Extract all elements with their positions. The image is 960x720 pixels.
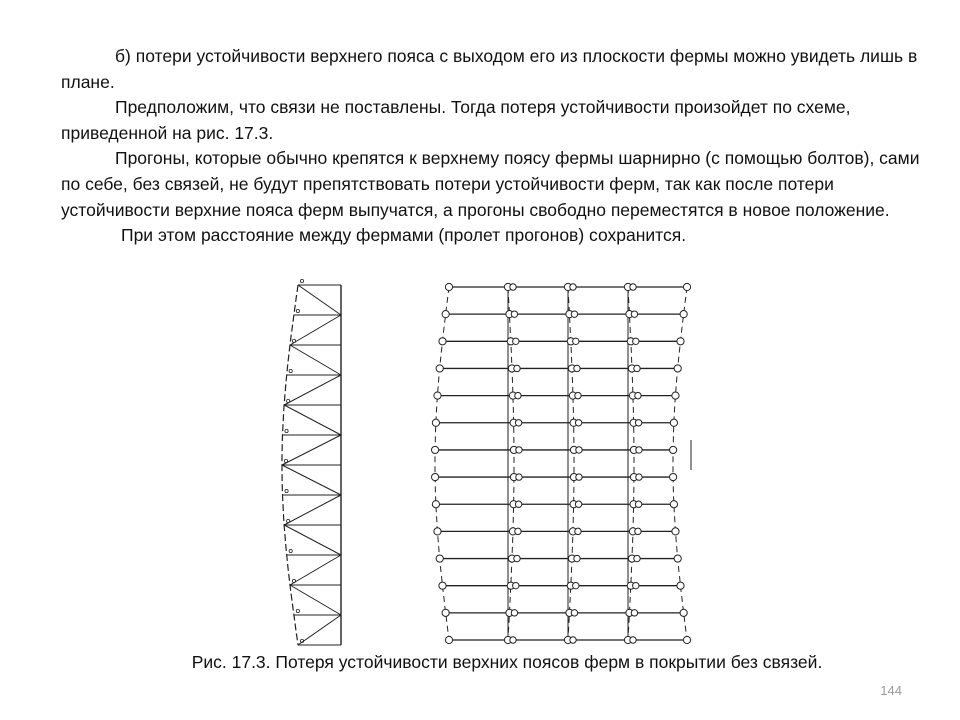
hinge-mark	[289, 369, 292, 372]
hinge-joint	[635, 528, 641, 534]
hinge-mark	[296, 309, 299, 312]
figure-caption	[0, 652, 960, 673]
paragraph-2-text: Предположим, что связи не поставлены. Тогда потеря устойчивости произойдет по схеме, приведенной на рис. 17.3.	[61, 97, 851, 143]
hinge-mark	[289, 549, 292, 552]
hinge-joint	[635, 420, 641, 426]
hinge-joint	[570, 637, 576, 643]
hinge-joint	[573, 338, 579, 344]
hinge-joint	[636, 474, 642, 480]
hinge-joint	[434, 528, 441, 535]
truss-elevation-diagram	[282, 279, 341, 645]
hinge-joint	[516, 447, 522, 453]
hinge-joint	[510, 284, 516, 290]
hinge-joint	[515, 528, 521, 534]
hinge-mark	[300, 279, 303, 282]
hinge-joint	[432, 446, 439, 453]
figure-caption-text: Рис. 17.3. Потеря устойчивости верхних поясов ферм в покрытии без связей.	[191, 652, 823, 672]
truss-diagonal	[290, 555, 341, 585]
hinge-joint	[445, 283, 452, 290]
hinge-joint	[436, 555, 443, 562]
hinge-joint	[510, 637, 516, 643]
hinge-joint	[574, 555, 580, 561]
roof-plan-diagram	[432, 283, 691, 643]
hinge-joint	[680, 311, 687, 318]
hinge-joint	[513, 582, 519, 588]
truss-diagonal	[282, 435, 341, 465]
hinge-joint	[514, 365, 520, 371]
truss-diagonal	[284, 405, 341, 435]
hinge-joint	[442, 311, 449, 318]
hinge-joint	[677, 582, 684, 589]
truss-diagonal	[290, 585, 341, 615]
hinge-joint	[634, 555, 640, 561]
truss-diagonal	[290, 315, 341, 345]
hinge-joint	[635, 392, 641, 398]
hinge-joint	[570, 284, 576, 290]
hinge-joint	[633, 338, 639, 344]
hinge-joint	[515, 392, 521, 398]
hinge-joint	[575, 392, 581, 398]
truss-diagonal	[298, 615, 341, 645]
hinge-joint	[439, 338, 446, 345]
hinge-joint	[575, 420, 581, 426]
truss-diagonal	[282, 465, 341, 495]
hinge-joint	[635, 501, 641, 507]
hinge-joint	[634, 365, 640, 371]
hinge-joint	[515, 501, 521, 507]
hinge-joint	[680, 609, 687, 616]
hinge-joint	[571, 311, 577, 317]
hinge-joint	[670, 446, 677, 453]
hinge-joint	[674, 365, 681, 372]
hinge-joint	[513, 338, 519, 344]
hinge-joint	[633, 582, 639, 588]
hinge-joint	[576, 447, 582, 453]
paragraph-4-text: При этом расстояние между фермами (пролет прогонов) сохранится.	[121, 225, 687, 246]
hinge-joint	[442, 609, 449, 616]
hinge-joint	[670, 501, 677, 508]
hinge-joint	[575, 501, 581, 507]
hinge-joint	[683, 636, 690, 643]
hinge-joint	[445, 636, 452, 643]
hinge-joint	[574, 365, 580, 371]
hinge-joint	[631, 311, 637, 317]
paragraph-3-text: Прогоны, которые обычно крепятся к верхнему поясу фермы шарнирно (с помощью болтов), сами по себе, без связей, не будут препятствовать потери устойчивости ферм, так как после потери устойчивости верхние пояса ферм выпучатся, а прогоны свободно переместятся в новое положение.	[61, 148, 920, 220]
hinge-joint	[511, 610, 517, 616]
hinge-joint	[575, 528, 581, 534]
hinge-joint	[434, 392, 441, 399]
hinge-mark	[287, 519, 290, 522]
hinge-joint	[514, 555, 520, 561]
hinge-joint	[630, 284, 636, 290]
hinge-joint	[630, 637, 636, 643]
hinge-joint	[631, 610, 637, 616]
hinge-joint	[670, 419, 677, 426]
hinge-joint	[571, 610, 577, 616]
hinge-joint	[573, 582, 579, 588]
hinge-mark	[285, 429, 288, 432]
hinge-joint	[515, 420, 521, 426]
paragraph-1-text: б) потери устойчивости верхнего пояса с выходом его из плоскости фермы можно увидеть лишь в плане.	[61, 46, 918, 92]
truss-diagonal	[284, 525, 341, 555]
hinge-joint	[674, 555, 681, 562]
hinge-joint	[683, 283, 690, 290]
hinge-mark	[284, 459, 287, 462]
hinge-joint	[432, 419, 439, 426]
hinge-mark	[287, 399, 290, 402]
hinge-joint	[672, 528, 679, 535]
truss-diagonal	[284, 495, 341, 525]
truss-diagonal	[290, 345, 341, 375]
hinge-joint	[432, 501, 439, 508]
hinge-joint	[677, 338, 684, 345]
hinge-mark	[285, 489, 288, 492]
hinge-joint	[636, 447, 642, 453]
hinge-mark	[296, 609, 299, 612]
hinge-joint	[439, 582, 446, 589]
hinge-joint	[511, 311, 517, 317]
page-number: 144	[880, 683, 902, 698]
hinge-joint	[576, 474, 582, 480]
hinge-joint	[432, 473, 439, 480]
hinge-joint	[436, 365, 443, 372]
truss-diagonal	[298, 285, 341, 315]
hinge-joint	[516, 474, 522, 480]
hinge-joint	[670, 473, 677, 480]
truss-diagonal	[284, 375, 341, 405]
hinge-joint	[672, 392, 679, 399]
